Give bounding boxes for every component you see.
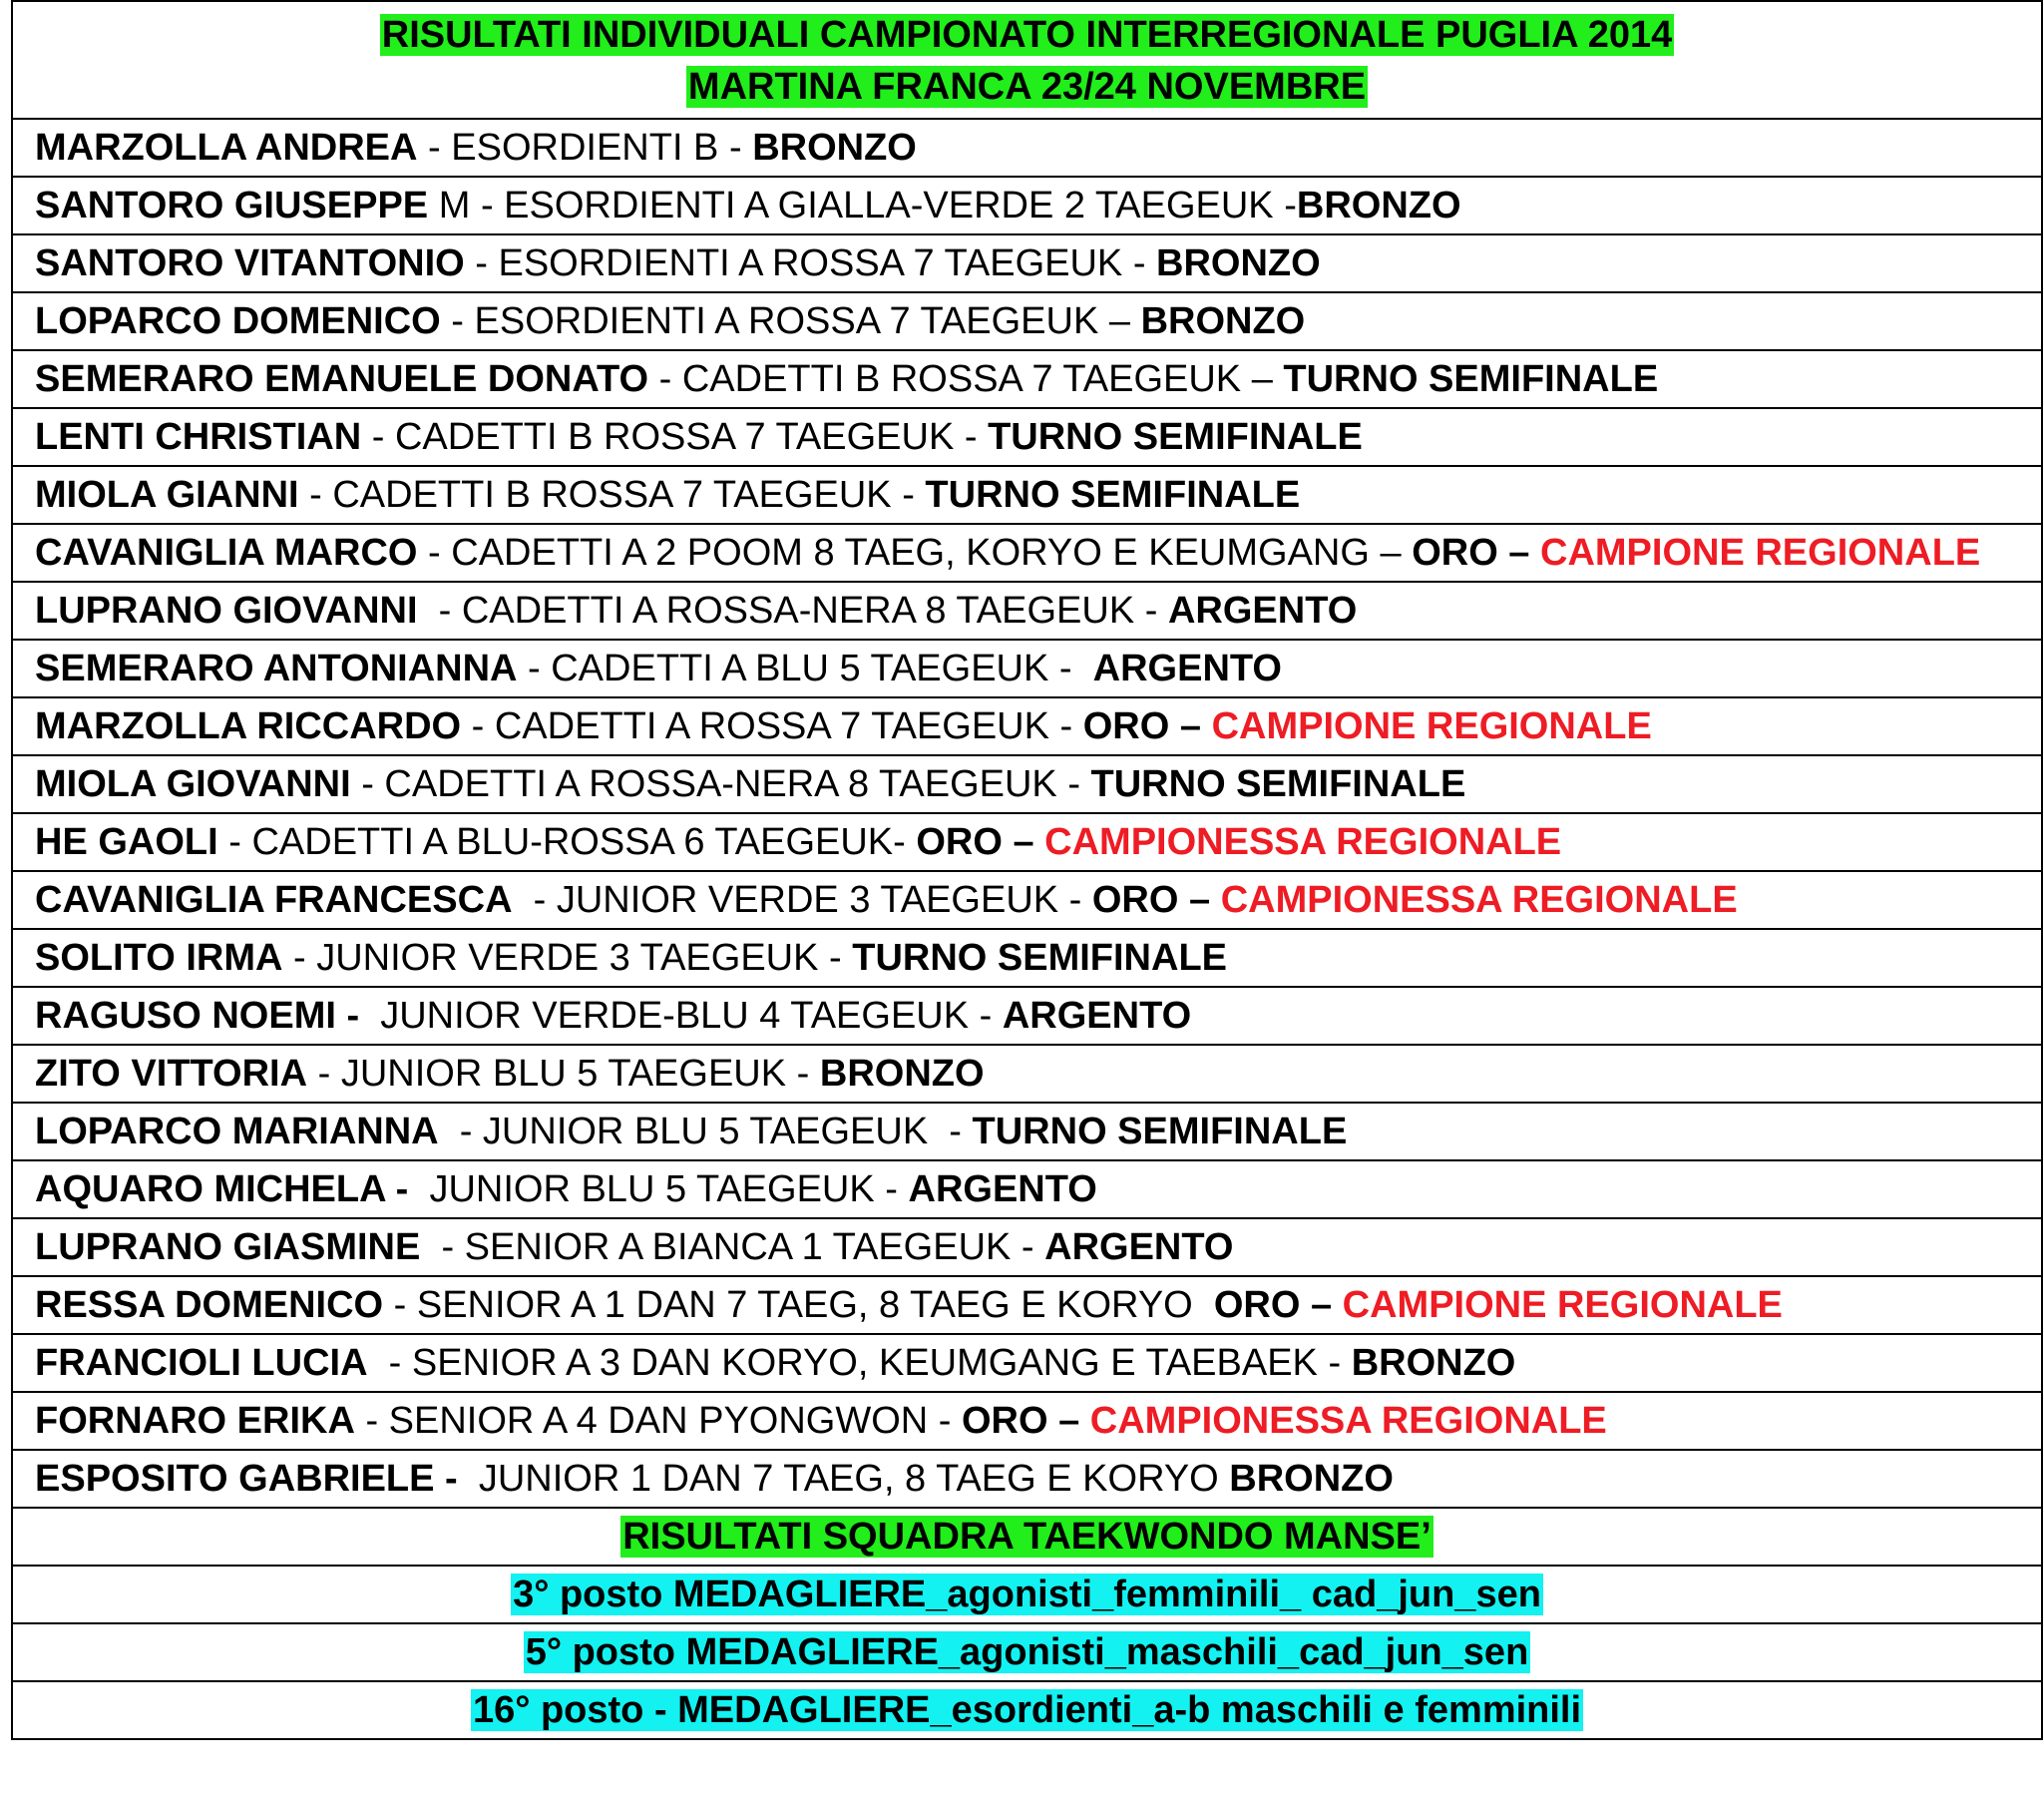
result-cell — [12, 466, 2042, 524]
result-cell — [12, 119, 2042, 177]
result-label: ARGENTO — [1002, 995, 1192, 1037]
result-cell — [12, 350, 2042, 408]
result-cell — [12, 1334, 2042, 1392]
title-line-1: RISULTATI INDIVIDUALI CAMPIONATO INTERREGIONALE PUGLIA 2014 — [381, 14, 1673, 56]
title-line-2: MARTINA FRANCA 23/24 NOVEMBRE — [687, 66, 1367, 108]
result-cell — [12, 871, 2042, 929]
result-row — [12, 1450, 2042, 1508]
athlete-name: FORNARO ERIKA — [35, 1400, 355, 1442]
team-result-cell — [12, 1566, 2042, 1623]
result-row — [12, 697, 2042, 755]
athlete-name: LENTI CHRISTIAN — [35, 416, 362, 458]
result-row — [12, 582, 2042, 640]
athlete-name: FRANCIOLI LUCIA — [35, 1342, 368, 1384]
athlete-name: CAVANIGLIA FRANCESCA — [35, 879, 513, 921]
result-cell — [12, 524, 2042, 582]
team-heading-row — [12, 1508, 2042, 1566]
team-result-row — [12, 1623, 2042, 1681]
result-cell — [12, 929, 2042, 987]
result-cell — [12, 1045, 2042, 1103]
result-row — [12, 1392, 2042, 1450]
athlete-name: SOLITO IRMA — [35, 937, 283, 979]
category-description: - SENIOR A 1 DAN 7 TAEG, 8 TAEG E KORYO — [383, 1284, 1214, 1326]
team-heading: RISULTATI SQUADRA TAEKWONDO MANSE’ — [622, 1516, 1431, 1558]
team-result-cell — [12, 1681, 2042, 1739]
result-row — [12, 1276, 2042, 1334]
result-label: ORO – — [1091, 879, 1221, 921]
result-cell — [12, 987, 2042, 1045]
category-description: - CADETTI A BLU-ROSSA 6 TAEGEUK- — [217, 821, 917, 863]
result-label: BRONZO — [1156, 242, 1321, 284]
result-row — [12, 408, 2042, 466]
result-label: TURNO SEMIFINALE — [925, 474, 1301, 516]
result-cell — [12, 582, 2042, 640]
category-description: - CADETTI B ROSSA 7 TAEGEUK – — [648, 358, 1284, 400]
athlete-name: LUPRANO GIASMINE — [35, 1226, 421, 1268]
result-label: ORO – — [1412, 532, 1540, 574]
category-description: - ESORDIENTI A ROSSA 7 TAEGEUK – — [440, 300, 1141, 342]
result-label: TURNO SEMIFINALE — [852, 937, 1228, 979]
result-label: BRONZO — [752, 127, 917, 169]
result-row — [12, 292, 2042, 350]
athlete-name: SEMERARO EMANUELE DONATO — [35, 358, 649, 400]
title-cell — [12, 1, 2042, 119]
result-row — [12, 234, 2042, 292]
category-description: - CADETTI A BLU 5 TAEGEUK - — [517, 648, 1093, 689]
team-heading-cell — [12, 1508, 2042, 1566]
result-cell — [12, 1276, 2042, 1334]
result-label: ARGENTO — [1044, 1226, 1234, 1268]
category-description: - CADETTI A ROSSA-NERA 8 TAEGEUK - — [417, 590, 1168, 632]
athlete-name: MARZOLLA RICCARDO — [35, 705, 462, 747]
team-ranking-line: 5° posto MEDAGLIERE_agonisti_maschili_cad_jun_sen — [525, 1631, 1529, 1673]
result-row — [12, 524, 2042, 582]
result-label: BRONZO — [1296, 185, 1461, 226]
athlete-name: SANTORO GIUSEPPE — [35, 185, 429, 226]
title-row — [12, 1, 2042, 119]
athlete-name: SEMERARO ANTONIANNA — [35, 648, 518, 689]
result-cell — [12, 1160, 2042, 1218]
champion-title: CAMPIONE REGIONALE — [1540, 532, 1981, 574]
result-label: ORO – — [916, 821, 1045, 863]
result-cell — [12, 697, 2042, 755]
result-label: ORO – — [1213, 1284, 1343, 1326]
result-label: TURNO SEMIFINALE — [1090, 763, 1466, 805]
result-cell — [12, 234, 2042, 292]
champion-title: CAMPIONESSA REGIONALE — [1044, 821, 1562, 863]
result-row — [12, 1334, 2042, 1392]
category-description: - JUNIOR VERDE 3 TAEGEUK - — [282, 937, 853, 979]
result-label: TURNO SEMIFINALE — [988, 416, 1363, 458]
result-cell — [12, 408, 2042, 466]
category-description: - JUNIOR VERDE 3 TAEGEUK - — [512, 879, 1092, 921]
result-cell — [12, 177, 2042, 234]
category-description: JUNIOR VERDE-BLU 4 TAEGEUK - — [359, 995, 1003, 1037]
category-description: M - ESORDIENTI A GIALLA-VERDE 2 TAEGEUK - — [428, 185, 1297, 226]
athlete-name: ESPOSITO GABRIELE - — [35, 1458, 458, 1500]
result-cell — [12, 292, 2042, 350]
result-row — [12, 119, 2042, 177]
category-description: - ESORDIENTI B - — [417, 127, 753, 169]
result-row — [12, 871, 2042, 929]
category-description: JUNIOR BLU 5 TAEGEUK - — [408, 1168, 909, 1210]
champion-title: CAMPIONESSA REGIONALE — [1089, 1400, 1607, 1442]
result-label: TURNO SEMIFINALE — [972, 1111, 1348, 1152]
athlete-name: MARZOLLA ANDREA — [35, 127, 418, 169]
result-label: BRONZO — [819, 1053, 985, 1095]
category-description: - CADETTI A ROSSA-NERA 8 TAEGEUK - — [350, 763, 1091, 805]
category-description: - SENIOR A 3 DAN KORYO, KEUMGANG E TAEBAEK - — [367, 1342, 1352, 1384]
result-row — [12, 350, 2042, 408]
result-row — [12, 640, 2042, 697]
category-description: - CADETTI A ROSSA 7 TAEGEUK - — [461, 705, 1083, 747]
athlete-name: CAVANIGLIA MARCO — [35, 532, 418, 574]
athlete-name: LOPARCO MARIANNA — [35, 1111, 439, 1152]
result-row — [12, 987, 2042, 1045]
team-ranking-line: 16° posto - MEDAGLIERE_esordienti_a-b maschili e femminili — [472, 1689, 1582, 1731]
result-label: BRONZO — [1351, 1342, 1516, 1384]
result-label: ARGENTO — [1092, 648, 1282, 689]
category-description: - ESORDIENTI A ROSSA 7 TAEGEUK - — [464, 242, 1157, 284]
team-result-row — [12, 1566, 2042, 1623]
result-label: ORO – — [1082, 705, 1212, 747]
result-row — [12, 813, 2042, 871]
athlete-name: LUPRANO GIOVANNI — [35, 590, 418, 632]
result-cell — [12, 640, 2042, 697]
athlete-name: MIOLA GIANNI — [35, 474, 299, 516]
category-description: - CADETTI A 2 POOM 8 TAEG, KORYO E KEUMGANG – — [417, 532, 1413, 574]
result-cell — [12, 813, 2042, 871]
result-row — [12, 466, 2042, 524]
category-description: - JUNIOR BLU 5 TAEGEUK - — [438, 1111, 973, 1152]
result-row — [12, 1045, 2042, 1103]
category-description: - JUNIOR BLU 5 TAEGEUK - — [307, 1053, 820, 1095]
athlete-name: ZITO VITTORIA — [35, 1053, 308, 1095]
champion-title: CAMPIONE REGIONALE — [1342, 1284, 1783, 1326]
results-table — [11, 0, 2043, 1740]
result-cell — [12, 1450, 2042, 1508]
result-label: BRONZO — [1140, 300, 1306, 342]
result-cell — [12, 755, 2042, 813]
result-label: BRONZO — [1229, 1458, 1394, 1500]
result-label: ARGENTO — [1167, 590, 1358, 632]
result-label: ARGENTO — [908, 1168, 1097, 1210]
athlete-name: RESSA DOMENICO — [35, 1284, 384, 1326]
result-row — [12, 1103, 2042, 1160]
champion-title: CAMPIONE REGIONALE — [1211, 705, 1652, 747]
result-row — [12, 1160, 2042, 1218]
champion-title: CAMPIONESSA REGIONALE — [1220, 879, 1738, 921]
result-row — [12, 1218, 2042, 1276]
team-ranking-line: 3° posto MEDAGLIERE_agonisti_femminili_ cad_jun_sen — [513, 1573, 1541, 1615]
result-cell — [12, 1103, 2042, 1160]
result-row — [12, 929, 2042, 987]
athlete-name: LOPARCO DOMENICO — [35, 300, 441, 342]
category-description: JUNIOR 1 DAN 7 TAEG, 8 TAEG E KORYO — [457, 1458, 1230, 1500]
result-row — [12, 177, 2042, 234]
result-row — [12, 755, 2042, 813]
team-result-row — [12, 1681, 2042, 1739]
athlete-name: AQUARO MICHELA - — [35, 1168, 409, 1210]
category-description: - CADETTI B ROSSA 7 TAEGEUK - — [361, 416, 989, 458]
result-label: ORO – — [961, 1400, 1090, 1442]
team-result-cell — [12, 1623, 2042, 1681]
result-cell — [12, 1218, 2042, 1276]
category-description: - SENIOR A BIANCA 1 TAEGEUK - — [420, 1226, 1045, 1268]
category-description: - SENIOR A 4 DAN PYONGWON - — [354, 1400, 962, 1442]
result-cell — [12, 1392, 2042, 1450]
category-description: - CADETTI B ROSSA 7 TAEGEUK - — [298, 474, 926, 516]
athlete-name: RAGUSO NOEMI - — [35, 995, 360, 1037]
athlete-name: MIOLA GIOVANNI — [35, 763, 351, 805]
athlete-name: SANTORO VITANTONIO — [35, 242, 465, 284]
result-label: TURNO SEMIFINALE — [1283, 358, 1659, 400]
athlete-name: HE GAOLI — [35, 821, 218, 863]
